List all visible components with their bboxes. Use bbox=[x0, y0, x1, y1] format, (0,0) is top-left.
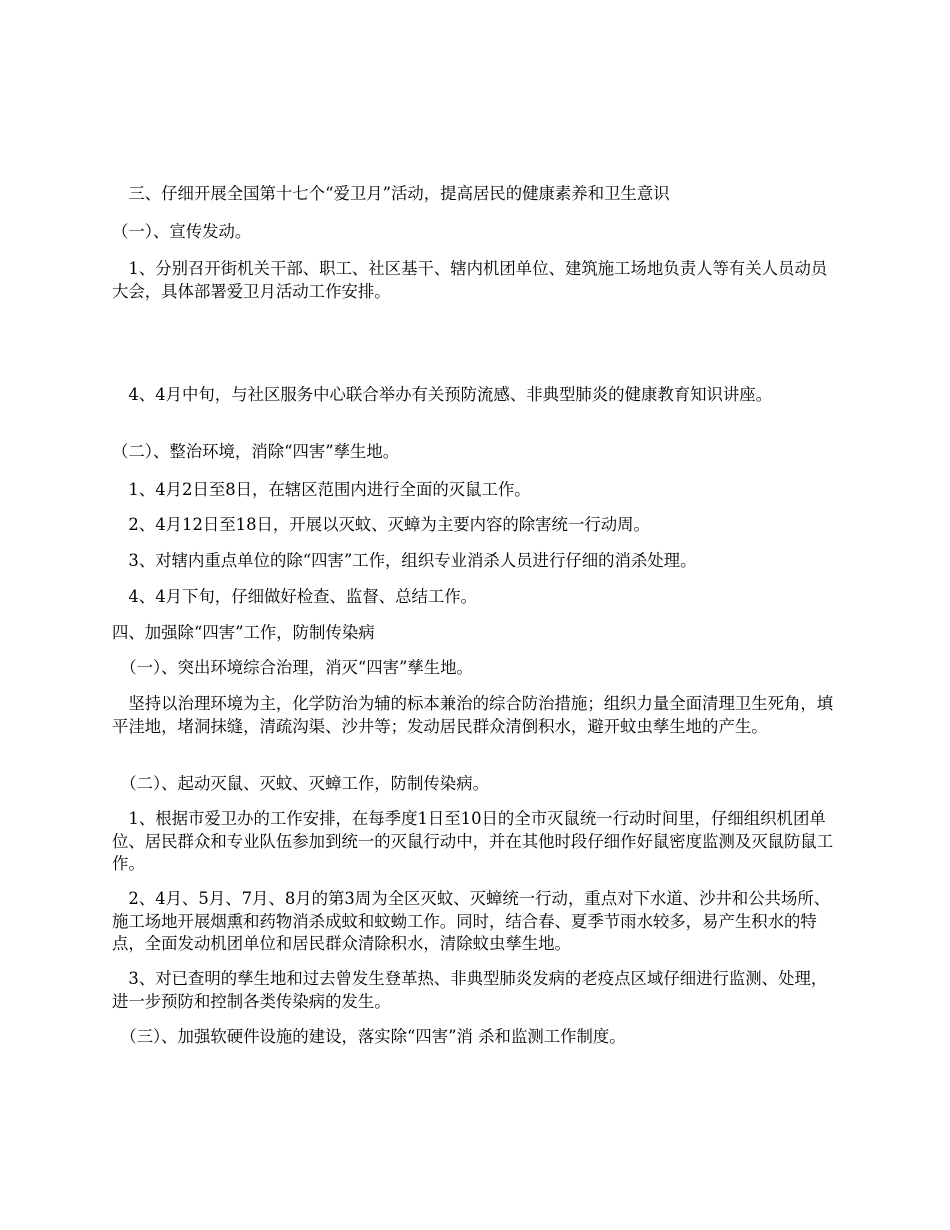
subheading-facilities: （三）、加强软硬件设施的建设，落实除“四害”消 杀和监测工作制度。 bbox=[112, 1027, 626, 1046]
paragraph-governance-measures: 坚持以治理环境为主，化学防治为辅的标本兼治的综合防治措施；组织力量全面清理卫生死角，填平洼地，堵洞抹缝，清疏沟渠、沙井等；发动居民群众清倒积水，避开蚊虫孳生地的产生。 bbox=[112, 694, 834, 736]
paragraph-item-1-rodent: 1、4月2日至8日，在辖区范围内进行全面的灭鼠工作。 bbox=[112, 480, 531, 499]
subheading-start-control: （二）、起动灭鼠、灭蚊、灭蟑工作，防制传染病。 bbox=[112, 774, 489, 793]
paragraph-mosquito-action: 2、4月、5月、7月、8月的第3周为全区灭蚊、灭蟑统一行动，重点对下水道、沙井和公共场所、施工场地开展烟熏和药物消杀成蚊和蚊蚴工作。同时，结合春、夏季节雨水较多，易产生积水的特点，全面发动机团单位和居民群众清除积水，清除蚊虫孳生地。 bbox=[112, 889, 831, 953]
subheading-publicity: （一）、宣传发动。 bbox=[112, 222, 252, 241]
paragraph-monitoring: 3、对已查明的孳生地和过去曾发生登革热、非典型肺炎发病的老疫点区域仔细进行监测、处理，进一步预防和控制各类传染病的发生。 bbox=[112, 969, 828, 1011]
subheading-environment: （二）、整治环境，消除“四害”孳生地。 bbox=[112, 442, 400, 461]
paragraph-item-4-lecture: 4、4月中旬，与社区服务中心联合举办有关预防流感、非典型肺炎的健康教育知识讲座。 bbox=[112, 385, 773, 404]
section-heading-3: 三、仔细开展全国第十七个“爱卫月”活动，提高居民的健康素养和卫生意识 bbox=[112, 184, 670, 203]
paragraph-item-1-meeting: 1、分别召开街机关干部、职工、社区基干、辖内机团单位、建筑施工场地负责人等有关人员动员大会，具体部署爱卫月活动工作安排。 bbox=[112, 259, 828, 301]
paragraph-item-3-key-units: 3、对辖内重点单位的除“四害”工作，组织专业消杀人员进行仔细的消杀处理。 bbox=[112, 551, 697, 570]
paragraph-rodent-action: 1、根据市爱卫办的工作安排，在每季度1日至10日的全市灭鼠统一行动时间里，仔细组织机团单位、居民群众和专业队伍参加到统一的灭鼠行动中，并在其他时段仔细作好鼠密度监测及灭鼠防鼠工作。 bbox=[112, 809, 834, 873]
subheading-environment-governance: （一）、突出环境综合治理，消灭“四害”孳生地。 bbox=[112, 658, 473, 677]
paragraph-item-4-inspection: 4、4月下旬，仔细做好检查、监督、总结工作。 bbox=[112, 587, 478, 606]
section-heading-4: 四、加强除“四害”工作，防制传染病 bbox=[112, 623, 375, 642]
paragraph-item-2-mosquito-week: 2、4月12日至18日，开展以灭蚊、灭蟑为主要内容的除害统一行动周。 bbox=[112, 515, 650, 534]
